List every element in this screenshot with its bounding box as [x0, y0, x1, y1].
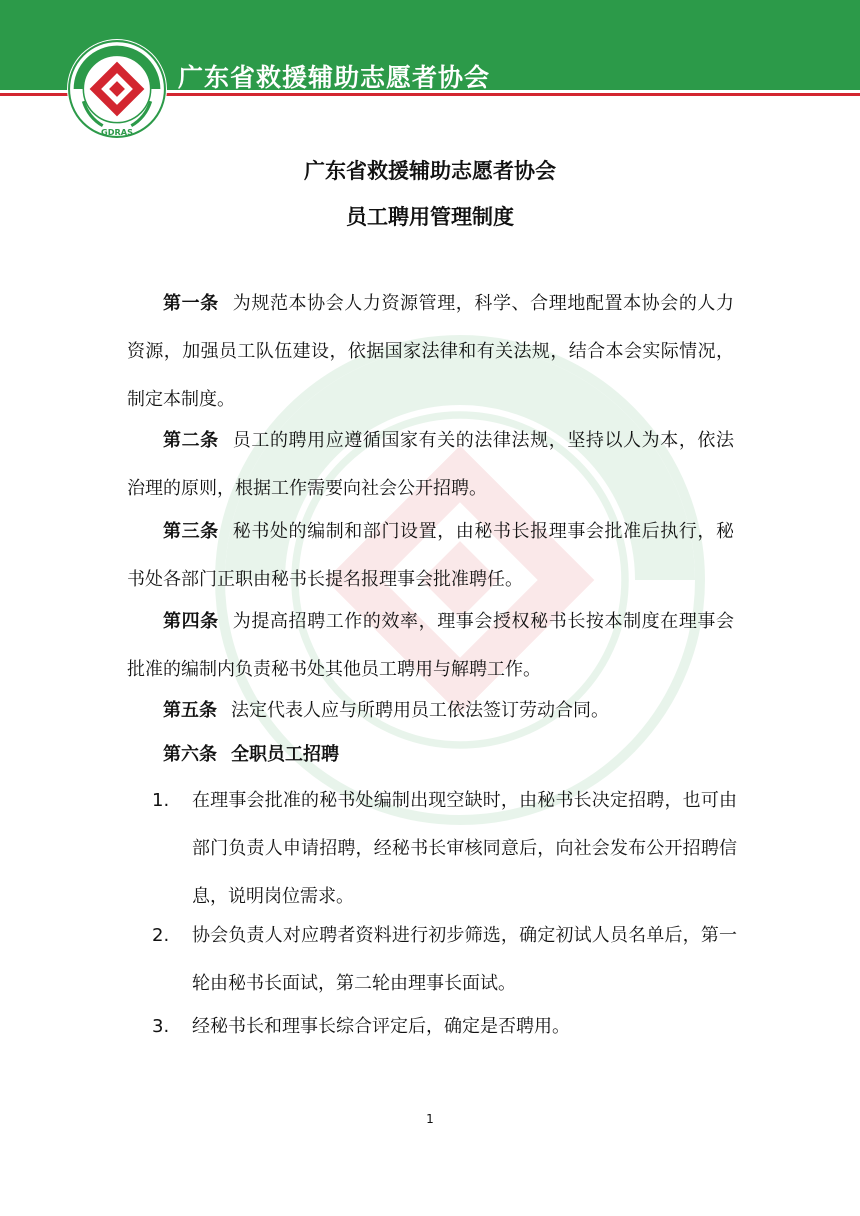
- article-label: 第三条: [163, 521, 219, 542]
- list-item-1: [152, 777, 742, 921]
- list-item-3: [152, 1003, 742, 1051]
- list-item-2: [152, 912, 742, 1008]
- document-title-line2: 员工聘用管理制度: [346, 205, 514, 229]
- article-text: 秘书处的编制和部门设置，由秘书长报理事会批准后执行，秘书处各部门正职由秘书长提名报理事会批准聘任。: [127, 521, 735, 590]
- list-number: 2.: [152, 925, 170, 946]
- article-5: [127, 687, 734, 735]
- list-text: 在理事会批准的秘书处编制出现空缺时，由秘书长决定招聘，也可由部门负责人申请招聘，经秘书长审核同意后，向社会发布公开招聘信息，说明岗位需求。: [192, 790, 737, 907]
- article-3: [127, 508, 734, 604]
- article-label: 第二条: [163, 430, 219, 451]
- article-text: 全职员工招聘: [231, 744, 339, 765]
- header-org-name: 广东省救援辅助志愿者协会: [178, 63, 491, 92]
- article-2: [127, 417, 734, 513]
- article-label: 第四条: [163, 611, 219, 632]
- list-text: 协会负责人对应聘者资料进行初步筛选，确定初试人员名单后，第一轮由秘书长面试，第二轮由理事长面试。: [192, 925, 737, 994]
- logo-abbr-text: GDRAS: [101, 126, 133, 137]
- article-6: [127, 731, 734, 779]
- article-label: 第六条: [163, 744, 217, 765]
- article-text: 法定代表人应与所聘用员工依法签订劳动合同。: [231, 700, 609, 721]
- article-text: 为规范本协会人力资源管理，科学、合理地配置本协会的人力资源，加强员工队伍建设，依据国家法律和有关法规，结合本会实际情况，制定本制度。: [127, 293, 735, 410]
- association-logo: [66, 38, 168, 140]
- article-label: 第五条: [163, 700, 217, 721]
- article-4: [127, 598, 734, 694]
- list-text: 经秘书长和理事长综合评定后，确定是否聘用。: [192, 1016, 570, 1037]
- article-label: 第一条: [163, 293, 219, 314]
- article-text: 为提高招聘工作的效率，理事会授权秘书长按本制度在理事会批准的编制内负责秘书处其他员工聘用与解聘工作。: [127, 611, 735, 680]
- document-title-line1: 广东省救援辅助志愿者协会: [304, 159, 556, 183]
- page-number: 1: [426, 1112, 434, 1126]
- article-1: [127, 280, 734, 424]
- article-text: 员工的聘用应遵循国家有关的法律法规，坚持以人为本，依法治理的原则，根据工作需要向社会公开招聘。: [127, 430, 735, 499]
- list-number: 3.: [152, 1016, 170, 1037]
- list-number: 1.: [152, 790, 170, 811]
